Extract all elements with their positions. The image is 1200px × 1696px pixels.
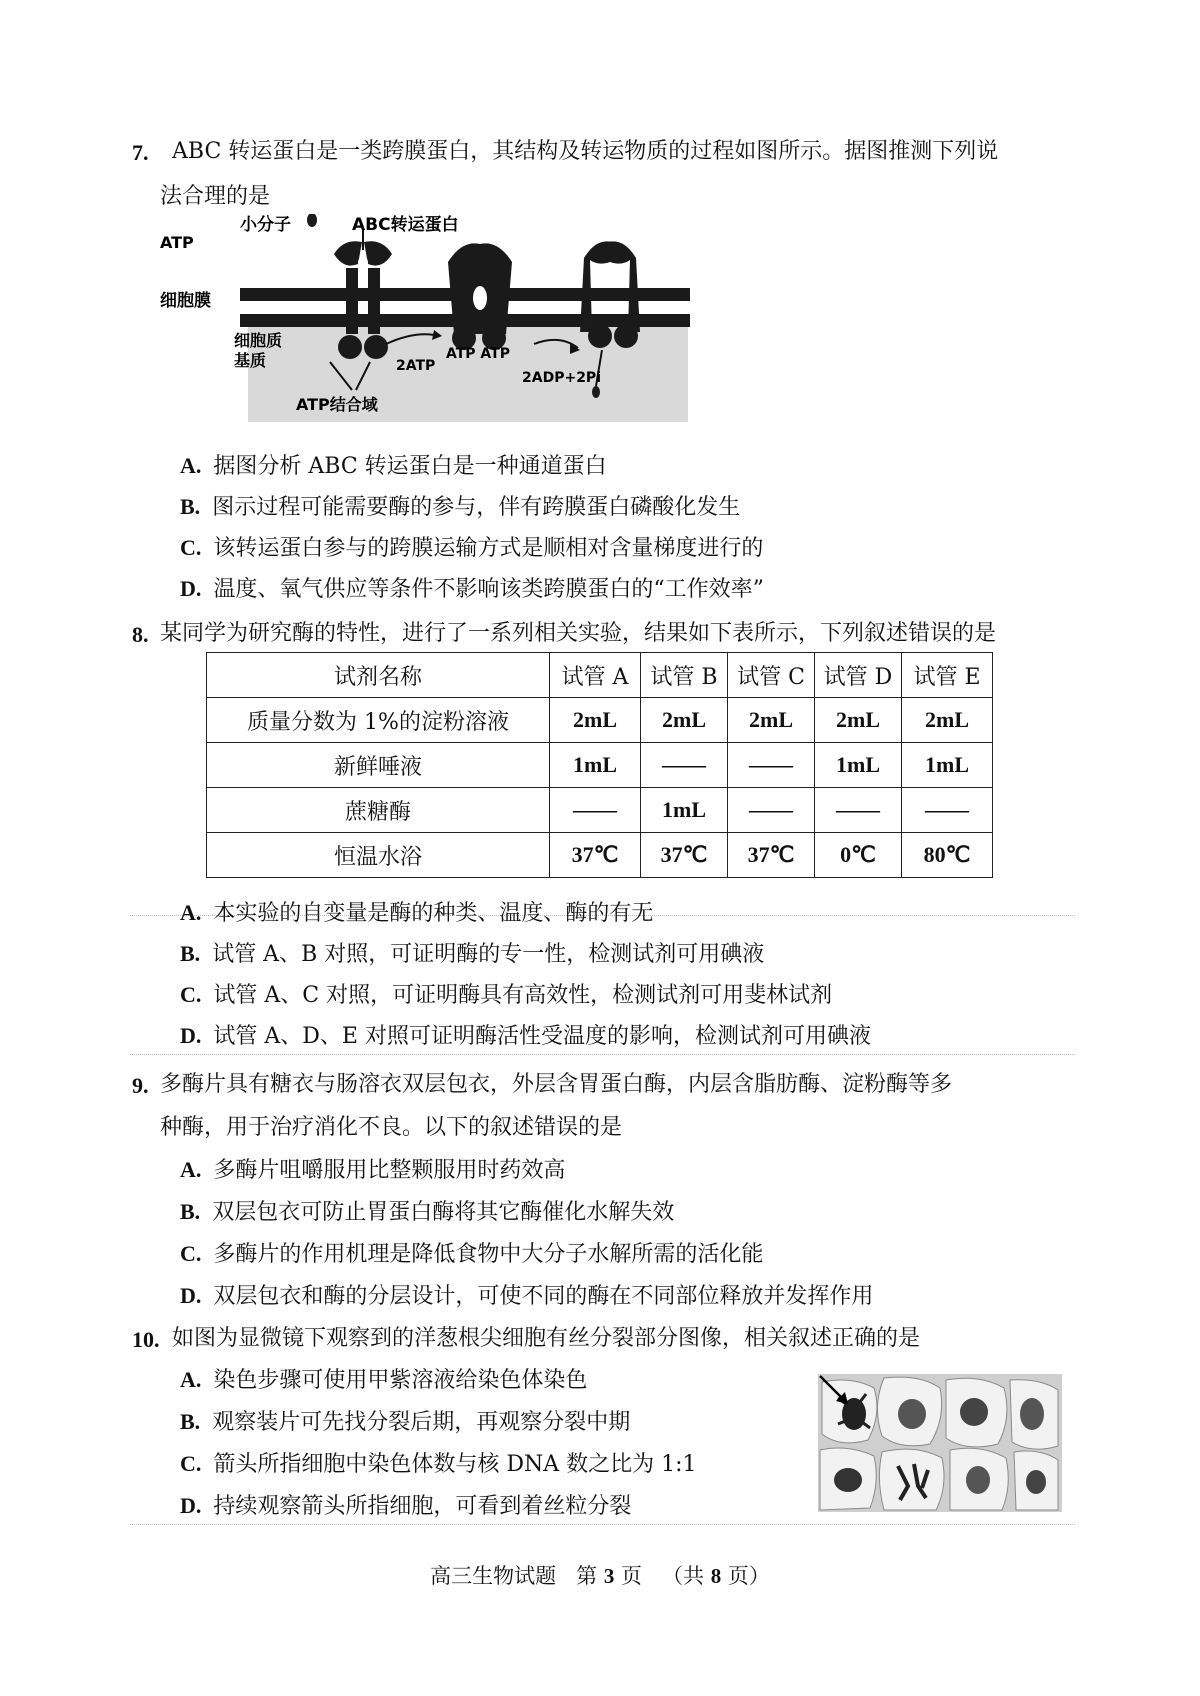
option: B. 双层包衣可防止胃蛋白酶将其它酶催化水解失效 xyxy=(180,1199,675,1225)
question-stem-line: 法合理的是 xyxy=(160,184,271,209)
label-small-molecule: 小分子 xyxy=(240,215,291,235)
option: B. 试管 A、B 对照，可证明酶的专一性，检测试剂可用碘液 xyxy=(180,941,765,967)
page-footer: 高三生物试题 第 3 页 （共 8 页） xyxy=(430,1564,770,1588)
question-stem-line: 如图为显微镜下观察到的洋葱根尖细胞有丝分裂部分图像，相关叙述正确的是 xyxy=(172,1326,921,1351)
option: D. 试管 A、D、E 对照可证明酶活性受温度的影响，检测试剂可用碘液 xyxy=(180,1023,871,1049)
divider xyxy=(130,1524,1075,1525)
option: A. 据图分析 ABC 转运蛋白是一种通道蛋白 xyxy=(180,453,607,479)
table-row: 恒温水浴 37℃ 37℃ 37℃ 0℃ 80℃ xyxy=(207,833,993,878)
question-stem-line: 某同学为研究酶的特性，进行了一系列相关实验，结果如下表所示，下列叙述错误的是 xyxy=(160,621,997,646)
option: A. 多酶片咀嚼服用比整颗服用时药效高 xyxy=(180,1157,566,1183)
question-number: 8. xyxy=(132,622,149,647)
label-2atp: 2ATP xyxy=(396,358,436,374)
label-cytoplasm: 基质 xyxy=(234,351,267,370)
option: C. 该转运蛋白参与的跨膜运输方式是顺相对含量梯度进行的 xyxy=(180,535,764,561)
label-atp-atp: ATP ATP xyxy=(446,346,510,362)
option: C. 箭头所指细胞中染色体数与核 DNA 数之比为 1:1 xyxy=(180,1451,697,1477)
micrograph-image xyxy=(818,1374,1062,1512)
question-stem-line: 种酶，用于治疗消化不良。以下的叙述错误的是 xyxy=(160,1115,623,1140)
label-abc-transporter: ABC转运蛋白 xyxy=(352,215,459,235)
option: D. 双层包衣和酶的分层设计，可使不同的酶在不同部位释放并发挥作用 xyxy=(180,1283,874,1309)
question-stem-line: ABC 转运蛋白是一类跨膜蛋白，其结构及转运物质的过程如图所示。据图推测下列说 xyxy=(172,139,999,164)
abc-transporter-diagram xyxy=(160,214,700,434)
option: A. 本实验的自变量是酶的种类、温度、酶的有无 xyxy=(180,900,654,926)
label-cytoplasm: 细胞质 xyxy=(234,331,283,350)
option: B. 图示过程可能需要酶的参与，伴有跨膜蛋白磷酸化发生 xyxy=(180,494,741,520)
label-2adp: 2ADP+2Pi xyxy=(522,370,601,386)
table-header-row: 试剂名称 试管 A 试管 B 试管 C 试管 D 试管 E xyxy=(207,653,993,698)
table-row: 质量分数为 1%的淀粉溶液 2mL 2mL 2mL 2mL 2mL xyxy=(207,698,993,743)
option: C. 试管 A、C 对照，可证明酶具有高效性，检测试剂可用斐林试剂 xyxy=(180,982,833,1008)
label-atp-binding-domain: ATP结合域 xyxy=(296,395,378,414)
experiment-table xyxy=(206,652,993,878)
page-number: 3 xyxy=(603,1564,615,1588)
option: D. 持续观察箭头所指细胞，可看到着丝粒分裂 xyxy=(180,1493,632,1519)
question-number: 7. xyxy=(132,140,149,165)
label-membrane: 细胞膜 xyxy=(160,291,211,311)
table-row: 蔗糖酶 —— 1mL —— —— —— xyxy=(207,788,993,833)
question-stem-line: 多酶片具有糖衣与肠溶衣双层包衣，外层含胃蛋白酶，内层含脂肪酶、淀粉酶等多 xyxy=(160,1072,953,1097)
option: B. 观察装片可先找分裂后期，再观察分裂中期 xyxy=(180,1409,631,1435)
table-row: 新鲜唾液 1mL —— —— 1mL 1mL xyxy=(207,743,993,788)
option: C. 多酶片的作用机理是降低食物中大分子水解所需的活化能 xyxy=(180,1241,764,1267)
label-atp: ATP xyxy=(160,233,194,252)
question-number: 9. xyxy=(132,1073,149,1098)
option: D. 温度、氧气供应等条件不影响该类跨膜蛋白的“工作效率” xyxy=(180,576,764,602)
divider xyxy=(130,1054,1075,1055)
page-total: 8 xyxy=(710,1564,722,1588)
option: A. 染色步骤可使用甲紫溶液给染色体染色 xyxy=(180,1367,588,1393)
question-number: 10. xyxy=(132,1327,160,1352)
